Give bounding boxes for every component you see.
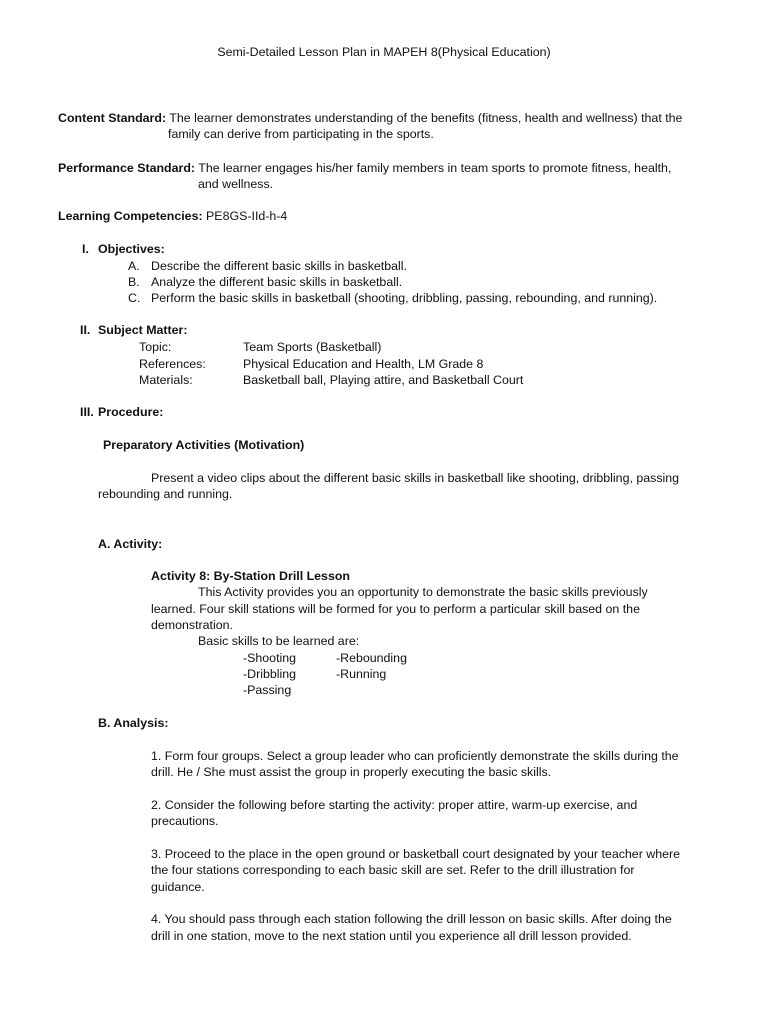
skill-dribbling: -Dribbling <box>243 667 297 681</box>
activity-line3: demonstration. <box>151 618 233 632</box>
learning-competencies <box>58 208 287 224</box>
activity-line1: This Activity provides you an opportunity to demonstrate the basic skills previously <box>198 585 648 599</box>
analysis-p2-line2: precautions. <box>151 814 219 828</box>
preparatory-line1: Present a video clips about the different basic skills in basketball like shooting, dribbling, passing <box>151 471 680 485</box>
topic-label: Topic: <box>139 340 172 354</box>
analysis-heading: B. Analysis: <box>98 716 169 730</box>
references-label: References: <box>139 357 206 371</box>
analysis-p4-line2: drill in one station, move to the next station until you experience all drill lesson provided. <box>151 929 632 943</box>
skills-intro: Basic skills to be learned are: <box>198 634 360 648</box>
objectives-numeral: I. <box>82 242 89 256</box>
materials-label: Materials: <box>139 373 193 387</box>
objective-c-text: Perform the basic skills in basketball (shooting, dribbling, passing, rebounding, and running). <box>151 291 658 305</box>
performance-standard-line1 <box>58 160 671 176</box>
subject-matter-numeral: II. <box>80 323 91 337</box>
content-standard-label: Content Standard: <box>58 111 167 125</box>
analysis-p3-line3: guidance. <box>151 880 205 894</box>
objective-a-text: Describe the different basic skills in basketball. <box>151 259 407 273</box>
objective-c-letter: C. <box>128 291 141 305</box>
preparatory-line2: rebounding and running. <box>98 487 233 501</box>
performance-standard-text: The learner engages his/her family members in team sports to promote fitness, health, <box>198 161 672 175</box>
procedure-numeral: III. <box>80 405 94 419</box>
references-value: Physical Education and Health, LM Grade 8 <box>243 357 484 371</box>
skill-running: -Running <box>336 667 387 681</box>
skill-rebounding: -Rebounding <box>336 651 407 665</box>
content-standard-text: The learner demonstrates understanding of the benefits (fitness, health and wellness) that the <box>169 111 683 125</box>
analysis-p3-line2: the four stations corresponding to each basic skill are set. Refer to the drill illustration for <box>151 863 635 877</box>
learning-competencies-value: PE8GS-IId-h-4 <box>206 209 288 223</box>
analysis-p2-line1: 2. Consider the following before starting the activity: proper attire, warm-up exercise, and <box>151 798 638 812</box>
analysis-p4-line1: 4. You should pass through each station following the drill lesson on basic skills. After doing the <box>151 912 672 926</box>
activity-heading: A. Activity: <box>98 537 163 551</box>
content-standard-line2: family can derive from participating in the sports. <box>168 127 434 141</box>
subject-matter-heading: Subject Matter: <box>98 323 188 337</box>
topic-value: Team Sports (Basketball) <box>243 340 382 354</box>
performance-standard-line2: and wellness. <box>198 177 274 191</box>
content-standard-line1 <box>58 110 682 126</box>
learning-competencies-label: Learning Competencies: <box>58 209 203 223</box>
procedure-heading: Procedure: <box>98 405 164 419</box>
performance-standard-label: Performance Standard: <box>58 161 196 175</box>
objective-a-letter: A. <box>128 259 140 273</box>
analysis-p3-line1: 3. Proceed to the place in the open ground or basketball court designated by your teacher where <box>151 847 681 861</box>
activity-line2: learned. Four skill stations will be formed for you to perform a particular skill based on the <box>151 602 640 616</box>
materials-value: Basketball ball, Playing attire, and Basketball Court <box>243 373 524 387</box>
skill-passing: -Passing <box>243 683 292 697</box>
objectives-heading: Objectives: <box>98 242 165 256</box>
analysis-p1-line1: 1. Form four groups. Select a group leader who can proficiently demonstrate the skills during the <box>151 749 679 763</box>
document-title: Semi-Detailed Lesson Plan in MAPEH 8(Physical Education) <box>217 45 551 59</box>
objective-b-letter: B. <box>128 275 140 289</box>
analysis-p1-line2: drill. He / She must assist the group in properly executing the basic skills. <box>151 765 552 779</box>
activity-subheading: Activity 8: By-Station Drill Lesson <box>151 569 350 583</box>
skill-shooting: -Shooting <box>243 651 297 665</box>
preparatory-heading: Preparatory Activities (Motivation) <box>103 438 305 452</box>
objective-b-text: Analyze the different basic skills in basketball. <box>151 275 403 289</box>
